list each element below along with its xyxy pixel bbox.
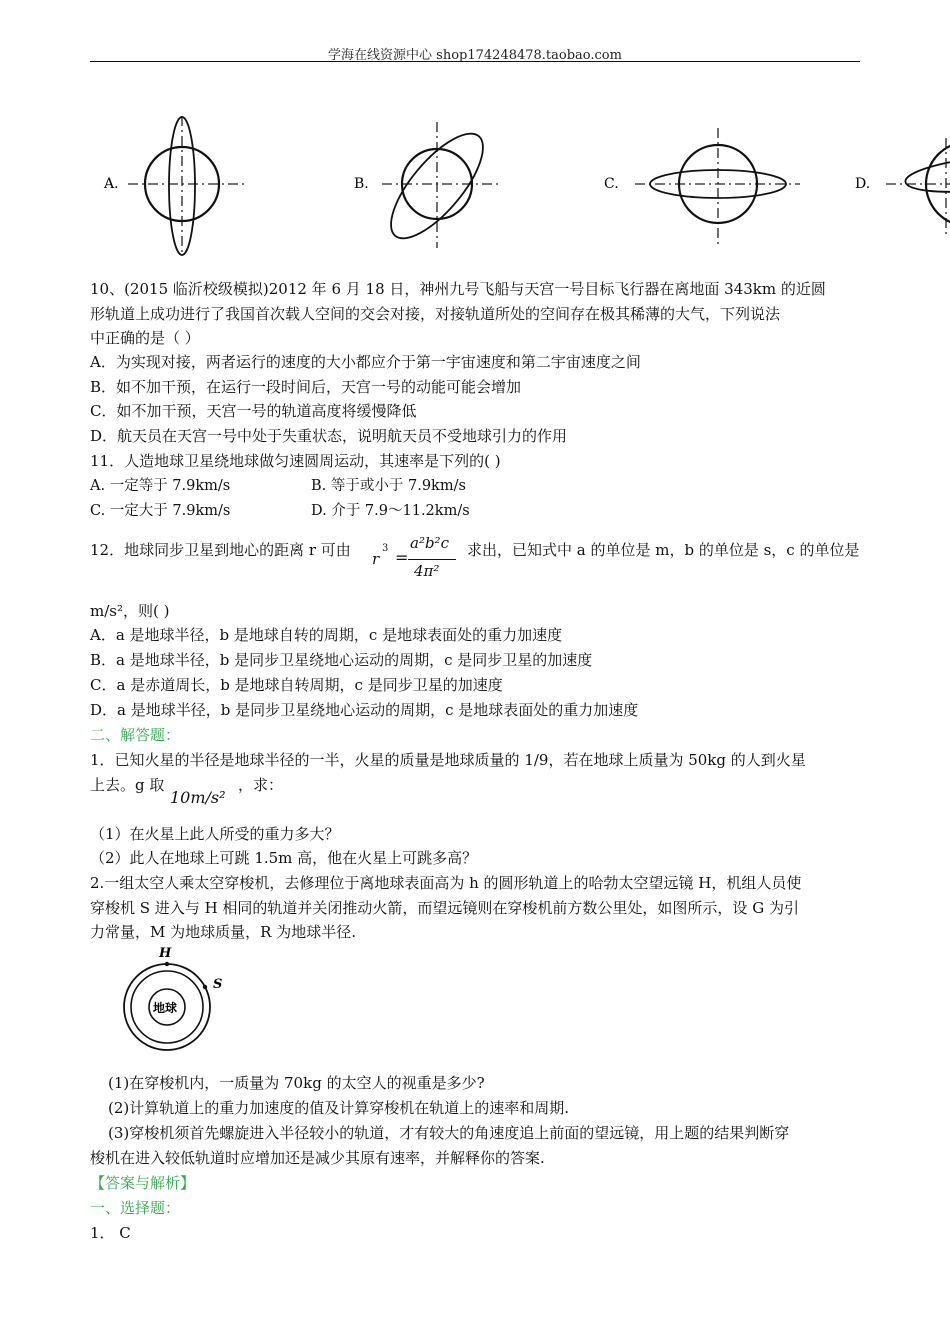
option-b-label: B. [354, 176, 369, 192]
q12-option-d: D．a 是地球半径，b 是同步卫星绕地心运动的周期，c 是地球表面处的重力加速度 [90, 701, 639, 719]
formula-exponent: 3 [382, 543, 389, 554]
answer-1: 1． C [90, 1224, 131, 1242]
p1-line1: 1．已知火星的半径是地球半径的一半，火星的质量是地球质量的 1/9，若在地球上质量为 50kg 的人到火星 [90, 751, 806, 769]
q10-option-d: D．航天员在天宫一号中处于失重状态，说明航天员不受地球引力的作用 [90, 427, 568, 445]
q11-stem: 11．人造地球卫星绕地球做匀速圆周运动，其速率是下列的( ) [90, 452, 501, 470]
label-h: H [159, 946, 172, 961]
p2-line2: 穿梭机 S 进入与 H 相同的轨道并关闭推动火箭，而望远镜则在穿梭机前方数公里处，如图所示，设 G 为引 [90, 899, 799, 917]
page-header: 学海在线资源中心 shop174248478.taobao.com [328, 48, 622, 63]
q11-option-b: B. 等于或小于 7.9km/s [311, 478, 466, 494]
p2-line3: 力常量，M 为地球质量，R 为地球半径. [90, 923, 356, 941]
q10-stem-line3: 中正确的是（ ） [90, 329, 200, 347]
option-c-label: C. [604, 176, 619, 192]
p2-sub3-line2: 梭机在进入较低轨道时应增加还是减少其原有速率，并解释你的答案. [90, 1149, 545, 1167]
q10-option-c: C．如不加干预，天宫一号的轨道高度将缓慢降低 [90, 402, 417, 420]
q11-option-a: A. 一定等于 7.9km/s [90, 478, 231, 494]
p2-sub1: (1)在穿梭机内，一质量为 70kg 的太空人的视重是多少? [108, 1074, 485, 1092]
figure-option-b [354, 120, 502, 252]
option-d-label: D. [855, 176, 871, 192]
q12-stem-before: 12．地球同步卫星到地心的距离 r 可由 [90, 541, 351, 559]
q12-formula [370, 528, 460, 584]
q12-stem-after: 求出，已知式中 a 的单位是 m，b 的单位是 s，c 的单位是 [467, 541, 860, 559]
formula-equals: = [395, 548, 409, 567]
formula-fraction-bar [408, 559, 456, 560]
formula-r: r [372, 550, 380, 568]
q10-stem-line1: 10、(2015 临沂校级模拟)2012 年 6 月 18 日，神州九号飞船与天宫一号目标飞行器在离地面 343km 的近圆 [90, 280, 826, 298]
option-a-label: A. [104, 176, 119, 192]
p1-line2-after: ，求： [238, 776, 284, 794]
q12-stem-line2: m/s²，则( ) [90, 602, 170, 620]
answers-section1: 一、选择题： [90, 1199, 181, 1217]
answers-title: 【答案与解析】 [90, 1174, 196, 1192]
formula-denominator: 4π² [414, 562, 440, 580]
earth-label: 地球 [153, 1001, 178, 1015]
p2-sub2: (2)计算轨道上的重力加速度的值及计算穿梭机在轨道上的速率和周期. [108, 1099, 570, 1117]
section2-title: 二、解答题： [90, 726, 181, 744]
q12-option-c: C．a 是赤道周长，b 是地球自转周期，c 是同步卫星的加速度 [90, 676, 503, 694]
label-s: S [213, 977, 223, 992]
p1-sub2: （2）此人在地球上可跳 1.5m 高，他在火星上可跳多高？ [90, 849, 478, 867]
figure-option-a [103, 116, 248, 256]
p1-sub1: （1）在火星上此人所受的重力多大？ [90, 825, 340, 843]
p1-g-value: 10m/s² [170, 788, 226, 807]
p2-line1: 2.一组太空人乘太空穿梭机，去修理位于离地球表面高为 h 的圆形轨道上的哈勃太空望远镜 H，机组人员使 [90, 874, 802, 892]
figure-option-d [855, 138, 950, 238]
q10-option-a: A．为实现对接，两者运行的速度的大小都应介于第一宇宙速度和第二宇宙速度之间 [90, 353, 641, 371]
q10-option-b: B．如不加干预，在运行一段时间后，天宫一号的动能可能会增加 [90, 378, 522, 396]
q10-stem-line2: 形轨道上成功进行了我国首次载人空间的交会对接，对接轨道所处的空间存在极其稀薄的大气，下列说法 [90, 305, 781, 323]
q11-option-d: D. 介于 7.9～11.2km/s [311, 503, 470, 519]
orbit-options-figure [90, 108, 950, 258]
figure-option-c [604, 128, 800, 246]
shuttle-dot [203, 985, 207, 989]
formula-numerator: a²b²c [410, 534, 449, 552]
p2-sub3-line1: (3)穿梭机须首先螺旋进入半径较小的轨道，才有较大的角速度追上前面的望远镜，用上题的结果判断穿 [108, 1124, 790, 1142]
p1-line2: 上去。g 取 [90, 776, 165, 794]
telescope-dot [165, 962, 169, 966]
q11-option-c: C. 一定大于 7.9km/s [90, 503, 231, 519]
q12-option-a: A．a 是地球半径，b 是地球自转的周期，c 是地球表面处的重力加速度 [90, 626, 563, 644]
q12-option-b: B．a 是地球半径，b 是同步卫星绕地心运动的周期，c 是同步卫星的加速度 [90, 651, 593, 669]
orbit-diagram [115, 940, 235, 1070]
header-divider [90, 61, 860, 62]
